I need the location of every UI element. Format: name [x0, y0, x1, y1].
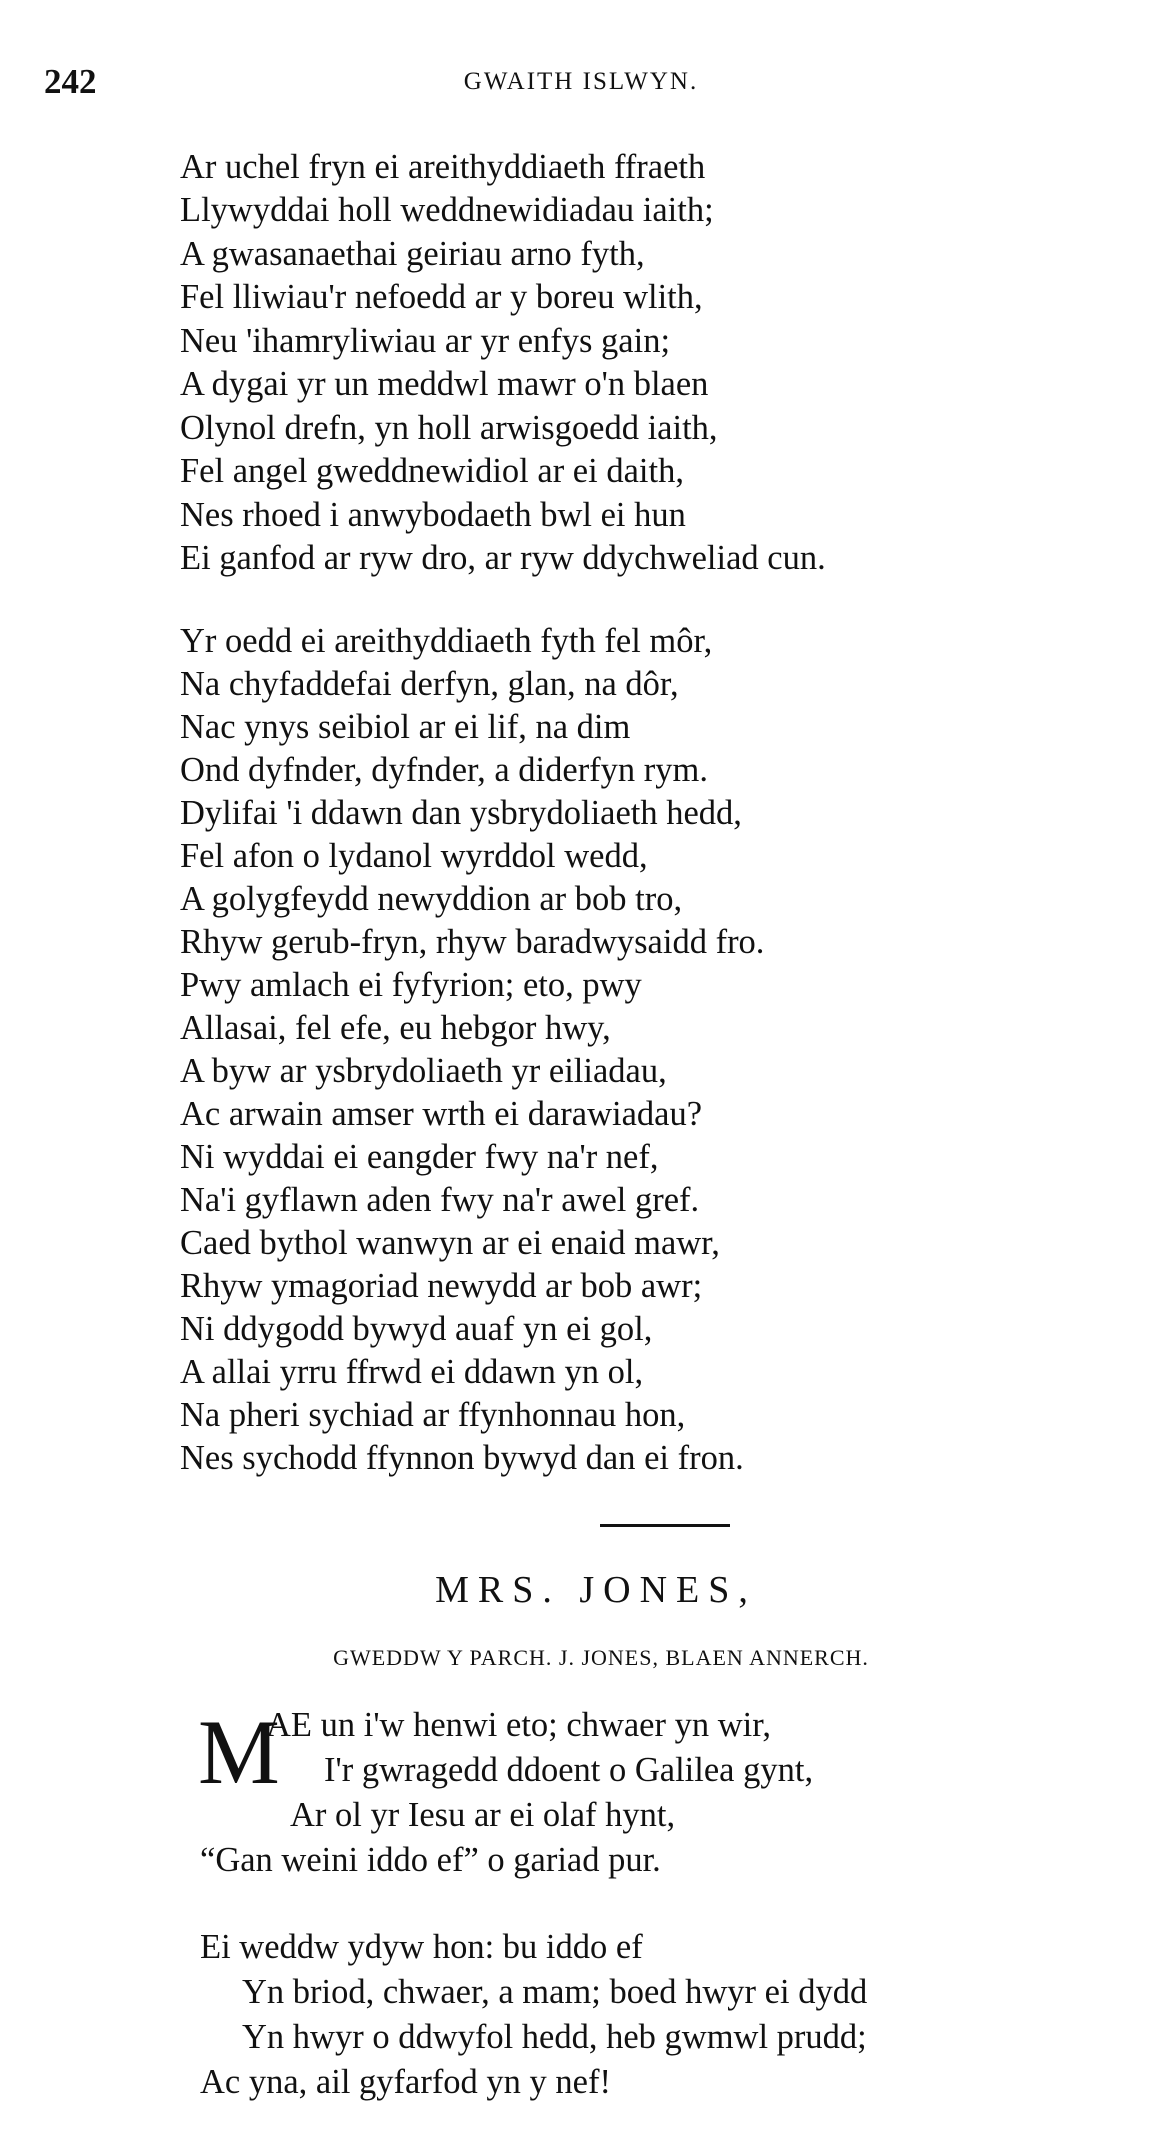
verse-line: “Gan weini iddo ef” o gariad pur. — [200, 1841, 661, 1879]
verse-line: Rhyw ymagoriad newydd ar bob awr; — [180, 1267, 703, 1305]
verse-line: A byw ar ysbrydoliaeth yr eiliadau, — [180, 1052, 667, 1090]
page-number: 242 — [44, 62, 97, 101]
verse-line: Ond dyfnder, dyfnder, a diderfyn rym. — [180, 751, 708, 789]
verse-line: Neu 'ihamryliwiau ar yr enfys gain; — [180, 322, 671, 360]
verse-line: Nac ynys seibiol ar ei lif, na dim — [180, 708, 631, 746]
verse-line: Dylifai 'i ddawn dan ysbrydoliaeth hedd, — [180, 794, 742, 832]
verse-line: Pwy amlach ei fyfyrion; eto, pwy — [180, 966, 642, 1004]
verse-line: Ar ol yr Iesu ar ei olaf hynt, — [290, 1796, 676, 1834]
verse-line: Ei ganfod ar ryw dro, ar ryw ddychweliad cun. — [180, 539, 826, 577]
verse-line: A dygai yr un meddwl mawr o'n blaen — [180, 365, 709, 403]
verse-line: Olynol drefn, yn holl arwisgoedd iaith, — [180, 409, 718, 447]
verse-line: Ni wyddai ei eangder fwy na'r nef, — [180, 1138, 659, 1176]
verse-line: Ei weddw ydyw hon: bu iddo ef — [200, 1928, 643, 1966]
page-header — [44, 62, 1118, 106]
verse-line: Ac yna, ail gyfarfod yn y nef! — [200, 2063, 611, 2101]
verse-line: I'r gwragedd ddoent o Galilea gynt, — [324, 1751, 814, 1789]
section-title: MRS. JONES, — [435, 1569, 757, 1611]
verse-line: Ar uchel fryn ei areithyddiaeth ffraeth — [180, 148, 706, 186]
verse-line: Llywyddai holl weddnewidiadau iaith; — [180, 191, 714, 229]
verse-line: Yn hwyr o ddwyfol hedd, heb gwmwl prudd; — [242, 2018, 867, 2056]
drop-cap: M — [198, 1701, 280, 1803]
verse-line: Caed bythol wanwyn ar ei enaid mawr, — [180, 1224, 720, 1262]
verse-line: Fel afon o lydanol wyrddol wedd, — [180, 837, 648, 875]
verse-line: Ni ddygodd bywyd auaf yn ei gol, — [180, 1310, 653, 1348]
verse-line: Yr oedd ei areithyddiaeth fyth fel môr, — [180, 622, 713, 660]
verse-line: Fel angel gweddnewidiol ar ei daith, — [180, 452, 684, 490]
verse-line: Na'i gyflawn aden fwy na'r awel gref. — [180, 1181, 700, 1219]
verse-line: A gwasanaethai geiriau arno fyth, — [180, 235, 645, 273]
verse-line: Yn briod, chwaer, a mam; boed hwyr ei dydd — [242, 1973, 868, 2011]
verse-line: AE un i'w henwi eto; chwaer yn wir, — [266, 1706, 771, 1744]
verse-line: Rhyw gerub-fryn, rhyw baradwysaidd fro. — [180, 923, 765, 961]
verse-line: A golygfeydd newyddion ar bob tro, — [180, 880, 683, 918]
verse-line: Fel lliwiau'r nefoedd ar y boreu wlith, — [180, 278, 703, 316]
verse-line: Ac arwain amser wrth ei darawiadau? — [180, 1095, 703, 1133]
section-subtitle: GWEDDW Y PARCH. J. JONES, BLAEN ANNERCH. — [333, 1645, 869, 1670]
verse-line: Nes sychodd ffynnon bywyd dan ei fron. — [180, 1439, 744, 1477]
verse-line: Nes rhoed i anwybodaeth bwl ei hun — [180, 496, 686, 534]
verse-line: A allai yrru ffrwd ei ddawn yn ol, — [180, 1353, 644, 1391]
verse-line: Allasai, fel efe, eu hebgor hwy, — [180, 1009, 611, 1047]
verse-line: Na pheri sychiad ar ffynhonnau hon, — [180, 1396, 686, 1434]
running-title: GWAITH ISLWYN. — [463, 68, 699, 95]
section-divider — [600, 1524, 730, 1527]
verse-line: Na chyfaddefai derfyn, glan, na dôr, — [180, 665, 679, 703]
